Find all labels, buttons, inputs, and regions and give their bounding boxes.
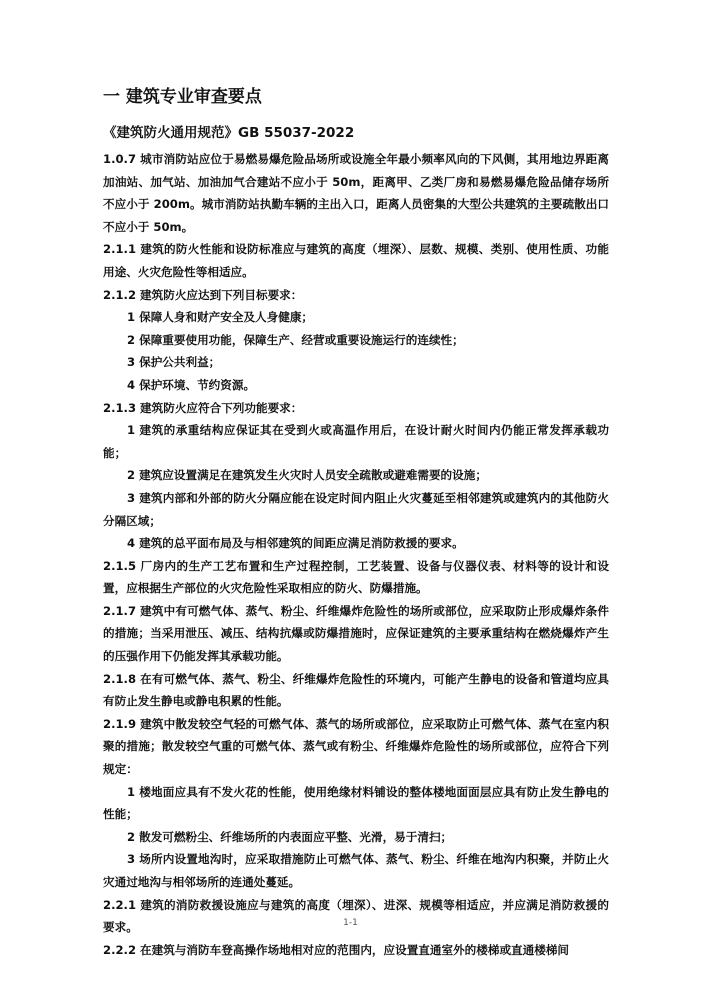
clause-paragraph: 2.1.1 建筑的防火性能和设防标准应与建筑的高度（埋深）、层数、规模、类别、使用性质、功能用途、火灾危险性等相适应。 [103, 242, 609, 279]
clause-paragraph: 2.1.5 厂房内的生产工艺布置和生产过程控制，工艺装置、设备与仪器仪表、材料等的设计和设置，应根据生产部位的火灾危险性采取相应的防火、防爆措施。 [103, 558, 609, 596]
list-item: 2 保障重要使用功能，保障生产、经营或重要设施运行的连续性； [127, 332, 464, 347]
list-item: 1 保障人身和财产安全及人身健康； [127, 310, 314, 325]
clause-paragraph: 2.1.8 在有可燃气体、蒸气、粉尘、纤维爆炸危险性的环境内，可能产生静电的设备和管道均应具有防止发生静电或静电积累的性能。 [103, 671, 609, 709]
clause-paragraph: 2.2.1 建筑的消防救援设施应与建筑的高度（埋深）、进深、规模等相适应，并应满足消防救援的要求。 [103, 897, 609, 935]
list-item: 1 建筑的承重结构应保证其在受到火或高温作用后，在设计耐火时间内仍能正常发挥承载功能； [103, 423, 609, 460]
list-item: 3 场所内设置地沟时，应采取措施防止可燃气体、蒸气、粉尘、纤维在地沟内积聚，并防止火灾通过地沟与相邻场所的连通处蔓延。 [103, 852, 609, 889]
list-item: 2 散发可燃粉尘、纤维场所的内表面应平整、光滑，易于清扫； [127, 829, 453, 844]
clause-paragraph: 2.1.2 建筑防火应达到下列目标要求： [103, 287, 303, 302]
clause-paragraph: 2.1.3 建筑防火应符合下列功能要求： [103, 400, 303, 415]
clause-paragraph: 2.1.7 建筑中有可燃气体、蒸气、粉尘、纤维爆炸危险性的场所或部位，应采取防止形成爆炸条件的措施；当采用泄压、减压、结构抗爆或防爆措施时，应保证建筑的主要承重结构在燃烧爆炸产生的压强作用下仍能发挥其承载功能。 [103, 603, 609, 664]
document-body [103, 148, 609, 961]
list-item: 4 保护环境、节约资源。 [127, 377, 256, 392]
clause-paragraph: 1.0.7 城市消防站应位于易燃易爆危险品场所或设施全年最小频率风向的下风侧，其用地边界距离加油站、加气站、加油加气合建站不应小于 50m，距离甲、乙类厂房和易燃易爆危险品储存场所不应小于 200m。城市消防站执勤车辆的主出入口，距离人员密集的大型公共建筑的主要疏散出口不应小于 50m。 [103, 152, 609, 234]
list-item: 1 楼地面应具有不发火花的性能，使用绝缘材料铺设的整体楼地面面层应具有防止发生静电的性能； [103, 784, 609, 822]
section-heading: 一 建筑专业审查要点 [103, 87, 262, 107]
clause-paragraph: 2.2.2 在建筑与消防车登高操作场地相对应的范围内，应设置直通室外的楼梯或直通楼梯间 [103, 942, 570, 957]
standard-title: 《建筑防火通用规范》GB 55037-2022 [103, 125, 355, 141]
list-item: 3 建筑内部和外部的防火分隔应能在设定时间内阻止火灾蔓延至相邻建筑或建筑内的其他防火分隔区域； [103, 490, 609, 528]
list-item: 2 建筑应设置满足在建筑发生火灾时人员安全疏散或避难需要的设施； [127, 468, 487, 483]
list-item: 3 保护公共利益； [127, 355, 221, 370]
clause-paragraph: 2.1.9 建筑中散发较空气轻的可燃气体、蒸气的场所或部位，应采取防止可燃气体、蒸气在室内积聚的措施；散发较空气重的可燃气体、蒸气或有粉尘、纤维爆炸危险性的场所或部位，应符合下列规定： [103, 716, 609, 777]
list-item: 4 建筑的总平面布局及与相邻建筑的间距应满足消防救援的要求。 [127, 536, 464, 551]
page-number: 1-1 [343, 918, 358, 928]
